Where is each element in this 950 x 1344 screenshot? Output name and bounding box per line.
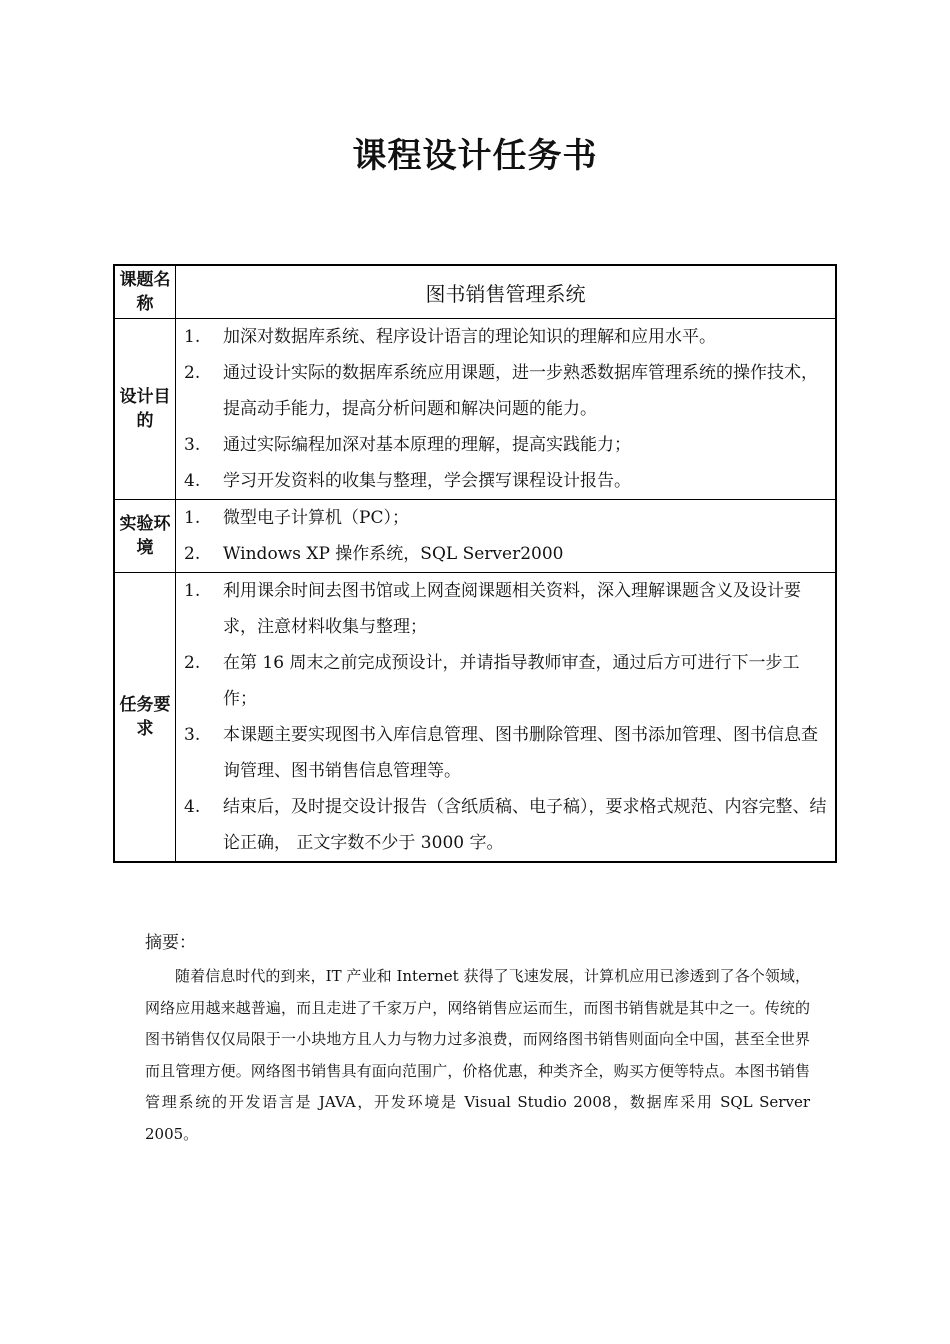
environment-label-text: 实验环境 <box>119 514 171 558</box>
list-item <box>180 500 829 536</box>
item-number: 3. <box>184 725 201 745</box>
purpose-label-text: 设计目的 <box>119 387 171 431</box>
requirements-row <box>114 573 836 863</box>
environment-content <box>176 500 837 573</box>
item-text: 结束后，及时提交设计报告（含纸质稿、电子稿），要求格式规范、内容完整、结论正确， 正文字数不少于 3000 字。 <box>223 797 827 853</box>
item-text: 利用课余时间去图书馆或上网查阅课题相关资料，深入理解课题含义及设计要求，注意材料收集与整理； <box>223 581 801 637</box>
environment-list <box>176 500 835 572</box>
abstract-heading: 摘要： <box>145 933 196 953</box>
item-number: 1. <box>184 508 201 528</box>
item-text: 通过实际编程加深对基本原理的理解，提高实践能力； <box>223 435 631 455</box>
requirements-label-text: 任务要求 <box>119 695 171 739</box>
item-number: 2. <box>184 653 201 673</box>
abstract-body: 随着信息时代的到来，IT 产业和 Internet 获得了飞速发展，计算机应用已渗透到了各个领域，网络应用越来越普遍，而且走进了千家万户，网络销售应运而生，而图书销售就是其中之一。传统的图书销售仅仅局限于一小块地方且人力与物力过多浪费，而网络图书销售则面向全中国，甚至全世界而且管理方便。网络图书销售具有面向范围广，价格优惠，种类齐全，购买方便等特点。本图书销售管理系统的开发语言是 JAVA，开发环境是 Visual Studio 2008，数据库采用 SQL Server 2005。 <box>145 967 810 1143</box>
abstract-section <box>145 928 810 1150</box>
topic-value: 图书销售管理系统 <box>176 265 837 319</box>
list-item <box>180 789 829 861</box>
item-number: 4. <box>184 797 201 817</box>
item-number: 2. <box>184 544 201 564</box>
item-text: 在第 16 周末之前完成预设计，并请指导教师审查，通过后方可进行下一步工作； <box>223 653 800 709</box>
item-text: 加深对数据库系统、程序设计语言的理论知识的理解和应用水平。 <box>223 327 716 347</box>
list-item <box>180 645 829 717</box>
requirements-label <box>114 573 176 863</box>
environment-label <box>114 500 176 573</box>
list-item <box>180 427 829 463</box>
list-item <box>180 717 829 789</box>
list-item <box>180 536 829 572</box>
environment-row <box>114 500 836 573</box>
item-number: 4. <box>184 471 201 491</box>
topic-row <box>114 265 836 319</box>
topic-label-text: 课题名称 <box>119 270 171 314</box>
item-number: 1. <box>184 581 201 601</box>
item-number: 2. <box>184 363 201 383</box>
item-text: 学习开发资料的收集与整理，学会撰写课程设计报告。 <box>223 471 631 491</box>
purpose-content <box>176 319 837 500</box>
task-table <box>113 264 837 863</box>
list-item <box>180 355 829 427</box>
requirements-content <box>176 573 837 863</box>
list-item <box>180 463 829 499</box>
item-number: 1. <box>184 327 201 347</box>
topic-label <box>114 265 176 319</box>
requirements-list <box>176 573 835 861</box>
item-text: 本课题主要实现图书入库信息管理、图书删除管理、图书添加管理、图书信息查询管理、图书销售信息管理等。 <box>223 725 818 781</box>
item-text: Windows XP 操作系统，SQL Server2000 <box>223 544 564 564</box>
item-text: 微型电子计算机（PC）； <box>223 508 409 528</box>
purpose-row <box>114 319 836 500</box>
item-number: 3. <box>184 435 201 455</box>
list-item <box>180 573 829 645</box>
item-text: 通过设计实际的数据库系统应用课题，进一步熟悉数据库管理系统的操作技术，提高动手能力，提高分析问题和解决问题的能力。 <box>223 363 818 419</box>
list-item <box>180 319 829 355</box>
page-title: 课程设计任务书 <box>352 136 598 176</box>
purpose-list <box>176 319 835 499</box>
purpose-label <box>114 319 176 500</box>
